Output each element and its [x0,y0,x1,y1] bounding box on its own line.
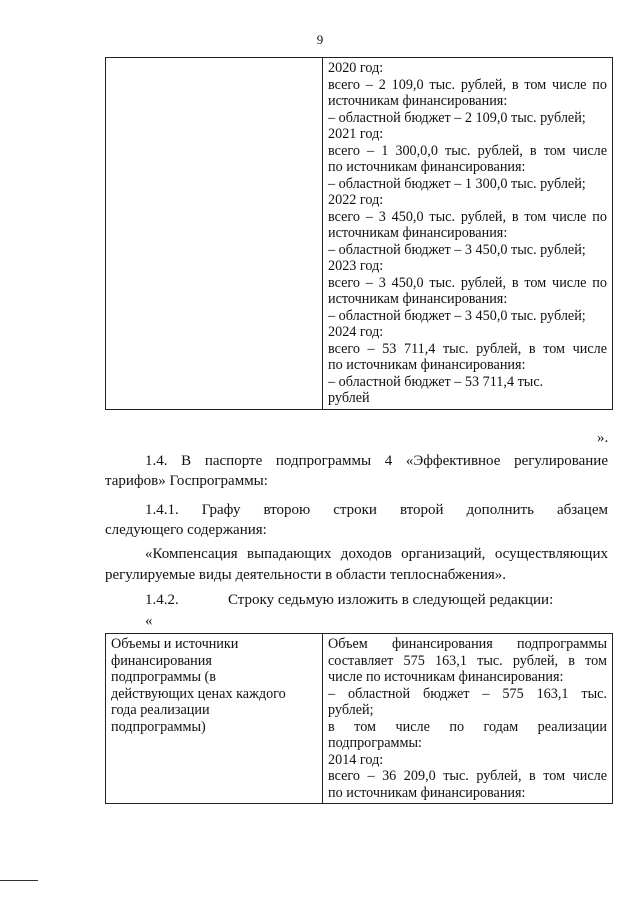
table1-line: всего – 53 711,4 тыс. рублей, в том числе [328,340,607,357]
table2-right-line: по источникам финансирования: [328,784,526,801]
paragraph-1-4-line1: 1.4. В паспорте подпрограммы 4 «Эффективное регулирование [145,453,608,469]
table1-line: 2020 год: [328,60,384,76]
table1-left-cell [106,58,323,410]
table2-right-line: подпрограммы: [328,735,422,751]
paragraph-1-4-2-text: Строку седьмую изложить в следующей редакции: [228,592,554,608]
table2-left-line: финансирования [111,652,212,669]
table1-line: 2024 год: [328,324,384,340]
table1-right-cell [323,58,613,410]
funding-table-new [105,633,613,804]
table1-line: – областной бюджет – 1 300,0 тыс. рублей; [328,175,586,192]
paragraph-1-4-1-line2: следующего содержания: [105,522,267,538]
table1-line: – областной бюджет – 53 711,4 тыс. [328,373,544,390]
table1-line: 2023 год: [328,258,384,274]
table2-left-line: года реализации [111,702,210,718]
funding-table-continued [105,57,613,410]
table1-line: 2022 год: [328,192,384,208]
table1-line: – областной бюджет – 3 450,0 тыс. рублей; [328,241,586,258]
table2-left-line: Объемы и источники [111,636,239,652]
table2-right-line: 2014 год: [328,751,384,768]
table1-line: всего – 3 450,0 тыс. рублей, в том числе по [328,208,607,225]
page-number: 9 [316,32,324,47]
table2-right-cell [323,634,613,804]
table2-left-line: подпрограммы (в [111,669,216,685]
table1-line: всего – 1 300,0,0 тыс. рублей, в том числе [328,142,607,159]
table1-line: 2021 год: [328,126,384,142]
table1-line: – областной бюджет – 3 450,0 тыс. рублей; [328,307,586,324]
table2-left-line: действующих ценах каждого [111,685,286,702]
table1-line: всего – 3 450,0 тыс. рублей, в том числе по [328,274,607,291]
table1-line: источникам финансирования: [328,225,508,241]
table1-line: всего – 2 109,0 тыс. рублей, в том числе по [328,76,607,93]
table1-line: рублей [328,390,370,406]
table2-right-line: Объем финансирования подпрограммы [328,636,607,652]
table2-right-line: числе по источникам финансирования: [328,669,564,685]
open-quote: « [145,613,153,629]
table1-line: источникам финансирования: [328,291,508,307]
table1-line: – областной бюджет – 2 109,0 тыс. рублей; [328,109,586,126]
table2-right-line: всего – 36 209,0 тыс. рублей, в том числе [328,768,607,784]
inserted-text-line2: регулируемые виды деятельности в области теплоснабжения». [105,567,507,583]
closing-quote: ». [597,430,609,446]
table2-right-line: в том числе по годам реализации [328,718,607,735]
inserted-text-line1: «Компенсация выпадающих доходов организаций, осуществляющих [145,546,608,562]
table1-line: источникам финансирования: [328,93,508,109]
paragraph-1-4-2-number: 1.4.2. [145,592,179,608]
table2-left-line: подпрограммы) [111,718,206,735]
table2-left-cell [106,634,323,804]
table1-line: по источникам финансирования: [328,159,526,175]
paragraph-1-4-line2: тарифов» Госпрограммы: [105,473,268,489]
table2-right-line: составляет 575 163,1 тыс. рублей, в том [328,652,607,669]
footer-rule [0,880,38,881]
paragraph-1-4-1-line1: 1.4.1. Графу второю строки второй дополнить абзацем [145,502,608,518]
table2-right-line: рублей; [328,702,374,718]
table2-right-line: – областной бюджет – 575 163,1 тыс. [328,685,607,702]
table1-line: по источникам финансирования: [328,357,526,373]
